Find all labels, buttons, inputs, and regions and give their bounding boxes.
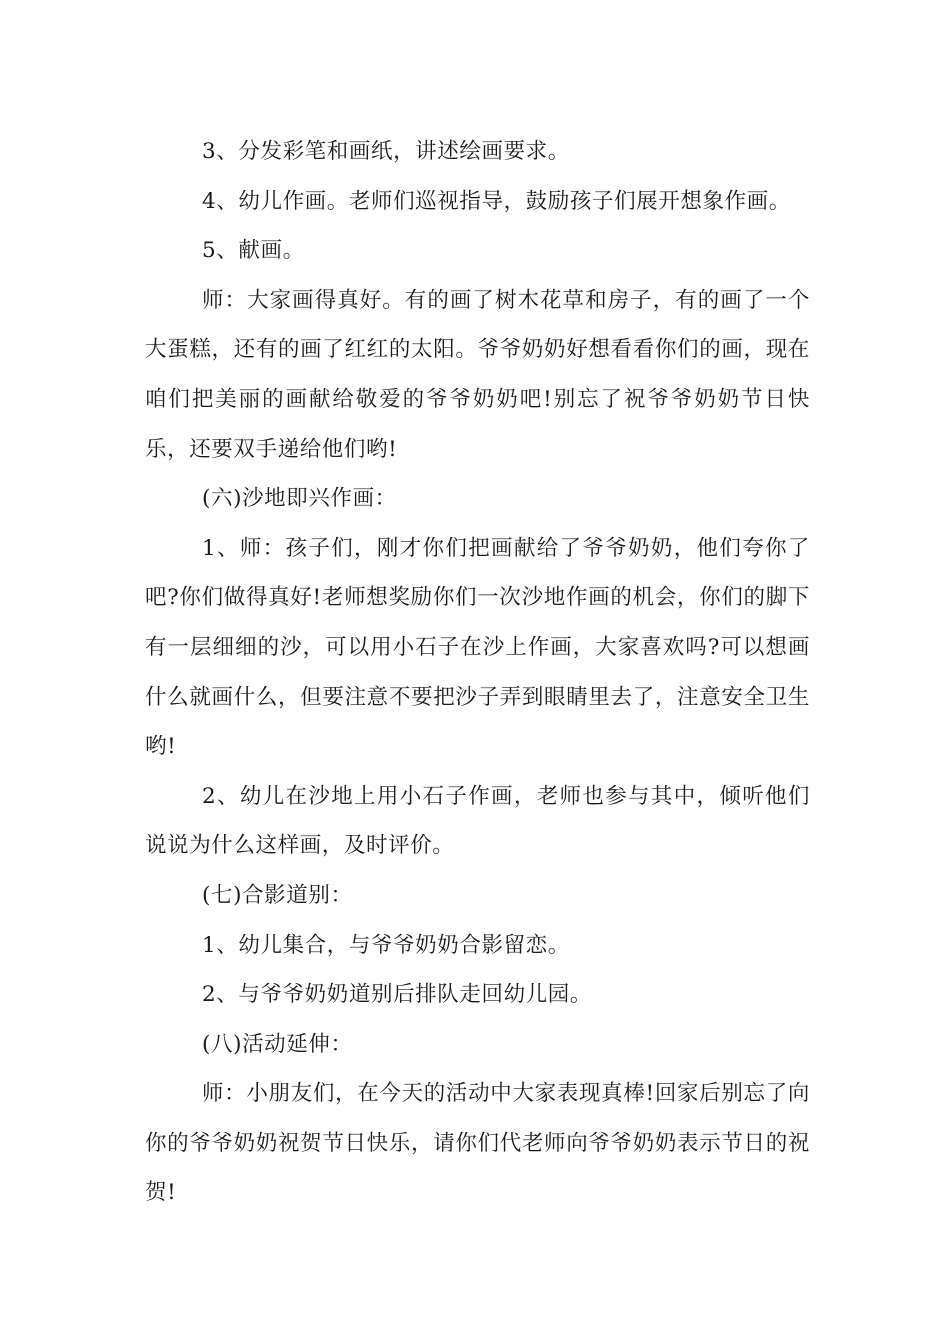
paragraph-teacher-speech-1: 师：大家画得真好。有的画了树木花草和房子，有的画了一个大蛋糕，还有的画了红红的太阳。爷爷奶奶好想看看你们的画，现在咱们把美丽的画献给敬爱的爷爷奶奶吧!别忘了祝爷爷奶奶节日快乐，还要双手递给他们哟! [145,287,810,462]
paragraph-step-4: 4、幼儿作画。老师们巡视指导，鼓励孩子们展开想象作画。 [202,188,791,214]
paragraph-step-5: 5、献画。 [202,238,305,264]
paragraph-photo-1: 1、幼儿集合，与爷爷奶奶合影留恋。 [202,932,570,958]
paragraph-photo-2: 2、与爷爷奶奶道别后排队走回幼儿园。 [202,982,592,1008]
document-body [145,127,810,1218]
paragraph-step-3: 3、分发彩笔和画纸，讲述绘画要求。 [202,139,570,164]
section-heading-8: (八)活动延伸： [202,1031,353,1057]
section-heading-7: (七)合影道别： [202,882,353,908]
paragraph-sand-drawing-1: 1、师：孩子们，刚才你们把画献给了爷爷奶奶，他们夸你了吧?你们做得真好!老师想奖励你们一次沙地作画的机会，你们的脚下有一层细细的沙，可以用小石子在沙上作画，大家喜欢吗?可以想画什么就画什么，但要注意不要把沙子弄到眼睛里去了，注意安全卫生哟! [145,535,810,760]
section-heading-6: (六)沙地即兴作画： [202,486,397,512]
paragraph-sand-drawing-2: 2、幼儿在沙地上用小石子作画，老师也参与其中，倾听他们说说为什么这样画，及时评价。 [145,783,810,859]
paragraph-extension: 师：小朋友们，在今天的活动中大家表现真棒!回家后别忘了向你的爷爷奶奶祝贺节日快乐，请你们代老师向爷爷奶奶表示节日的祝贺! [145,1081,810,1206]
